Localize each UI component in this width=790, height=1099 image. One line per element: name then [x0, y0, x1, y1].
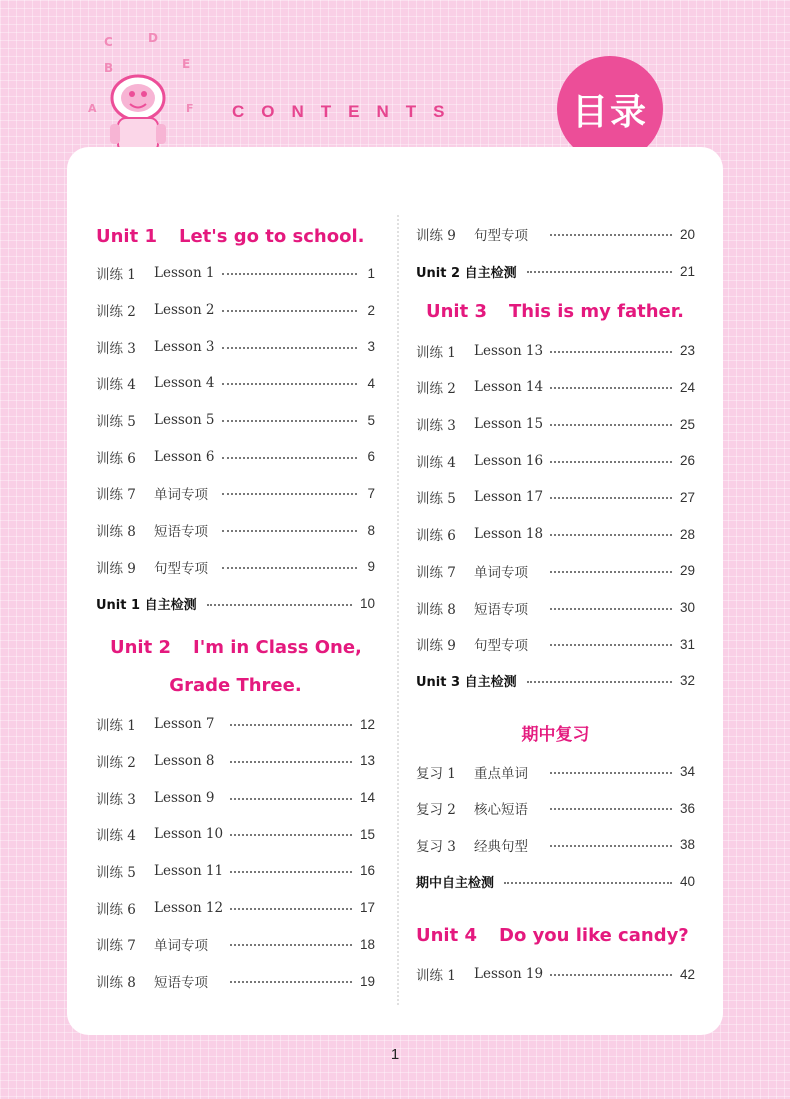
toc-row-title: 句型专项	[474, 638, 528, 655]
toc-row-label: 训练 4	[416, 454, 456, 471]
column-divider	[397, 215, 399, 1005]
toc-row-title: Lesson 18	[474, 526, 544, 543]
toc-page-number: 16	[359, 863, 375, 879]
toc-row[interactable]	[416, 790, 695, 827]
toc-page-number: 8	[367, 522, 375, 538]
toc-row-label: 训练 6	[416, 528, 456, 545]
toc-row-title: Lesson 14	[474, 379, 544, 396]
toc-row[interactable]	[96, 255, 375, 292]
toc-row-title: 单词专项	[154, 487, 208, 504]
toc-row[interactable]	[416, 589, 695, 626]
toc-test-label: Unit 1 自主检测	[96, 598, 197, 614]
mascot-letter: E	[182, 57, 191, 71]
unit2-heading	[96, 630, 375, 666]
leader-dots	[230, 908, 352, 910]
toc-row-title: Lesson 4	[154, 375, 215, 392]
toc-row-label: 训练 9	[416, 638, 456, 655]
toc-page-number: 25	[679, 416, 695, 432]
toc-row-label: 训练 4	[96, 828, 136, 845]
toc-row-title: Lesson 1	[154, 265, 215, 282]
toc-page-number: 5	[367, 412, 375, 428]
mascot-letter: D	[148, 31, 158, 45]
leader-dots	[527, 271, 672, 273]
midterm-heading: 期中复习	[521, 725, 590, 746]
unit-title: I'm in Class One,	[193, 636, 362, 658]
toc-row[interactable]	[416, 216, 695, 253]
toc-row-title: 核心短语	[474, 802, 528, 819]
toc-row[interactable]	[416, 753, 695, 790]
unit-number: Unit 1	[96, 226, 157, 247]
toc-page-number: 4	[367, 375, 375, 391]
toc-left-column	[96, 219, 375, 999]
toc-row-title: Lesson 11	[154, 862, 224, 879]
toc-page-number: 42	[679, 966, 695, 982]
toc-test-label: 期中自主检测	[416, 876, 495, 892]
toc-page-number: 21	[679, 263, 695, 279]
toc-row-label: 训练 8	[96, 524, 136, 541]
toc-row[interactable]	[416, 626, 695, 663]
leader-dots	[207, 604, 352, 606]
toc-row-title: Lesson 9	[154, 789, 215, 806]
leader-dots	[230, 981, 352, 983]
toc-row-label: 训练 4	[96, 377, 136, 394]
unit4-heading	[416, 918, 695, 954]
toc-row[interactable]	[96, 853, 375, 890]
leader-dots	[222, 530, 357, 532]
toc-row-title: 重点单词	[474, 765, 528, 782]
toc-row-label: 训练 2	[416, 381, 456, 398]
leader-dots	[222, 457, 357, 459]
toc-row-title: Lesson 8	[154, 752, 215, 769]
toc-row-title: 经典句型	[474, 838, 528, 855]
toc-page-number: 31	[679, 636, 695, 652]
toc-row-title: Lesson 19	[474, 966, 544, 983]
leader-dots	[230, 724, 352, 726]
leader-dots	[550, 534, 672, 536]
toc-page-number: 29	[679, 563, 695, 579]
toc-row-label: 训练 8	[96, 975, 136, 992]
toc-row[interactable]	[96, 743, 375, 780]
toc-row[interactable]	[96, 328, 375, 365]
toc-row[interactable]	[96, 549, 375, 586]
leader-dots	[230, 871, 352, 873]
leader-dots	[222, 310, 357, 312]
toc-row[interactable]	[96, 365, 375, 402]
toc-row-label: 训练 8	[416, 601, 456, 618]
leader-dots	[222, 383, 357, 385]
toc-row-label: 训练 2	[96, 304, 136, 321]
unit-title: Do you like candy?	[499, 925, 689, 946]
toc-row-label: 训练 6	[96, 901, 136, 918]
toc-page-number: 1	[367, 265, 375, 281]
toc-page-number: 27	[679, 489, 695, 505]
toc-row-label: 训练 9	[96, 560, 136, 577]
toc-row-label: 训练 9	[416, 228, 456, 245]
leader-dots	[230, 761, 352, 763]
toc-row[interactable]	[416, 406, 695, 443]
toc-row-title: Lesson 6	[154, 448, 215, 465]
toc-row-label: 训练 7	[96, 938, 136, 955]
unit-number: Unit 4	[416, 925, 477, 946]
toc-row[interactable]	[96, 816, 375, 853]
leader-dots	[222, 347, 357, 349]
toc-row-label: 训练 6	[96, 450, 136, 467]
toc-page-number: 20	[679, 226, 695, 242]
toc-page-number: 30	[679, 600, 695, 616]
toc-row-label: 训练 1	[416, 344, 456, 361]
contents-heading: CONTENTS	[232, 102, 462, 121]
toc-row-label: 训练 7	[416, 564, 456, 581]
leader-dots	[230, 944, 352, 946]
leader-dots	[222, 493, 357, 495]
toc-page-number: 32	[679, 673, 695, 689]
toc-page-number: 34	[679, 764, 695, 780]
toc-page-number: 23	[679, 343, 695, 359]
leader-dots	[550, 974, 672, 976]
toc-row-title: Lesson 16	[474, 452, 544, 469]
toc-row-title: 单词专项	[154, 938, 208, 955]
toc-page-number: 36	[679, 800, 695, 816]
leader-dots	[550, 351, 672, 353]
toc-row[interactable]	[96, 926, 375, 963]
leader-dots	[550, 644, 672, 646]
toc-row-label: 训练 2	[96, 754, 136, 771]
toc-row-label: 训练 3	[96, 791, 136, 808]
mascot-letter: F	[186, 102, 194, 115]
leader-dots	[550, 497, 672, 499]
leader-dots	[550, 387, 672, 389]
toc-row-label: 复习 3	[416, 838, 456, 855]
toc-row-title: 句型专项	[154, 560, 208, 577]
leader-dots	[527, 681, 672, 683]
leader-dots	[222, 567, 357, 569]
toc-row-title: Lesson 17	[474, 489, 544, 506]
toc-right-column	[416, 216, 695, 993]
unit1-heading	[96, 219, 375, 255]
toc-test-label: Unit 2 自主检测	[416, 265, 517, 281]
leader-dots	[222, 420, 357, 422]
toc-row-title: 句型专项	[474, 228, 528, 245]
unit-title: This is my father.	[509, 301, 684, 323]
toc-row-title: Lesson 3	[154, 338, 215, 355]
mascot-letter: A	[88, 102, 97, 115]
toc-row-label: 训练 5	[416, 491, 456, 508]
toc-row[interactable]	[96, 779, 375, 816]
toc-row-title: Lesson 15	[474, 416, 544, 433]
toc-page-number: 26	[679, 453, 695, 469]
toc-row[interactable]	[96, 512, 375, 549]
toc-row-title: 短语专项	[154, 975, 208, 992]
toc-row[interactable]	[416, 442, 695, 479]
toc-row-label: 训练 1	[96, 718, 136, 735]
leader-dots	[230, 798, 352, 800]
leader-dots	[550, 234, 672, 236]
toc-row-label: 复习 2	[416, 802, 456, 819]
toc-row[interactable]	[96, 402, 375, 439]
toc-row[interactable]	[96, 475, 375, 512]
toc-page-number: 17	[359, 900, 375, 916]
toc-row-title: Lesson 5	[154, 412, 215, 429]
unit-title: Let's go to school.	[179, 226, 365, 247]
toc-page-number: 10	[359, 596, 375, 612]
toc-test-row[interactable]	[96, 585, 375, 622]
leader-dots	[550, 772, 672, 774]
unit-number: Unit 2	[110, 636, 171, 658]
toc-row-label: 训练 1	[96, 267, 136, 284]
toc-page-number: 15	[359, 826, 375, 842]
toc-page-number: 3	[367, 339, 375, 355]
toc-page-number: 18	[359, 936, 375, 952]
toc-row-title: 短语专项	[474, 601, 528, 618]
unit3-heading	[416, 294, 695, 330]
toc-row[interactable]	[96, 292, 375, 329]
toc-test-row[interactable]	[416, 863, 695, 900]
toc-test-row[interactable]	[416, 663, 695, 700]
toc-row[interactable]	[416, 956, 695, 993]
toc-page-number: 19	[359, 973, 375, 989]
toc-row[interactable]	[96, 963, 375, 1000]
toc-row-title: 单词专项	[474, 564, 528, 581]
leader-dots	[222, 273, 357, 275]
leader-dots	[550, 608, 672, 610]
toc-test-label: Unit 3 自主检测	[416, 675, 517, 691]
leader-dots	[550, 461, 672, 463]
toc-page-number: 13	[359, 753, 375, 769]
toc-row-label: 复习 1	[416, 765, 456, 782]
toc-page-number: 6	[367, 449, 375, 465]
leader-dots	[550, 571, 672, 573]
leader-dots	[230, 834, 352, 836]
leader-dots	[550, 424, 672, 426]
toc-row-title: Lesson 12	[154, 899, 224, 916]
toc-page-number: 38	[679, 837, 695, 853]
toc-page-number: 7	[367, 485, 375, 501]
toc-test-row[interactable]	[416, 253, 695, 290]
unit2-heading-line2: Grade Three.	[169, 674, 302, 696]
toc-row[interactable]	[96, 438, 375, 475]
mascot-letter: C	[104, 35, 113, 49]
toc-row-label: 训练 3	[96, 340, 136, 357]
toc-row[interactable]	[416, 369, 695, 406]
toc-row-title: Lesson 10	[154, 826, 224, 843]
toc-row-label: 训练 5	[96, 864, 136, 881]
page-number: 1	[390, 1046, 400, 1063]
leader-dots	[550, 808, 672, 810]
toc-row-title: 短语专项	[154, 524, 208, 541]
toc-page-number: 9	[367, 559, 375, 575]
mascot-letter: B	[104, 61, 114, 75]
toc-row[interactable]	[416, 479, 695, 516]
toc-page-number: 40	[679, 874, 695, 890]
toc-row[interactable]	[96, 706, 375, 743]
toc-page-number: 2	[367, 302, 375, 318]
toc-row[interactable]	[416, 827, 695, 864]
toc-page-number: 14	[359, 790, 375, 806]
toc-page-number: 28	[679, 526, 695, 542]
toc-row-title: Lesson 7	[154, 716, 215, 733]
toc-row-label: 训练 1	[416, 968, 456, 985]
toc-row-label: 训练 7	[96, 487, 136, 504]
leader-dots	[504, 882, 672, 884]
toc-row-title: Lesson 2	[154, 302, 215, 319]
toc-row[interactable]	[416, 553, 695, 590]
toc-page-number: 24	[679, 379, 695, 395]
unit-number: Unit 3	[426, 301, 487, 323]
toc-row[interactable]	[416, 332, 695, 369]
toc-row-label: 训练 3	[416, 418, 456, 435]
toc-row[interactable]	[416, 516, 695, 553]
toc-row-label: 训练 5	[96, 414, 136, 431]
toc-row-title: Lesson 13	[474, 342, 544, 359]
toc-badge: 目录	[557, 56, 663, 162]
leader-dots	[550, 845, 672, 847]
toc-row[interactable]	[96, 889, 375, 926]
toc-page-number: 12	[359, 716, 375, 732]
